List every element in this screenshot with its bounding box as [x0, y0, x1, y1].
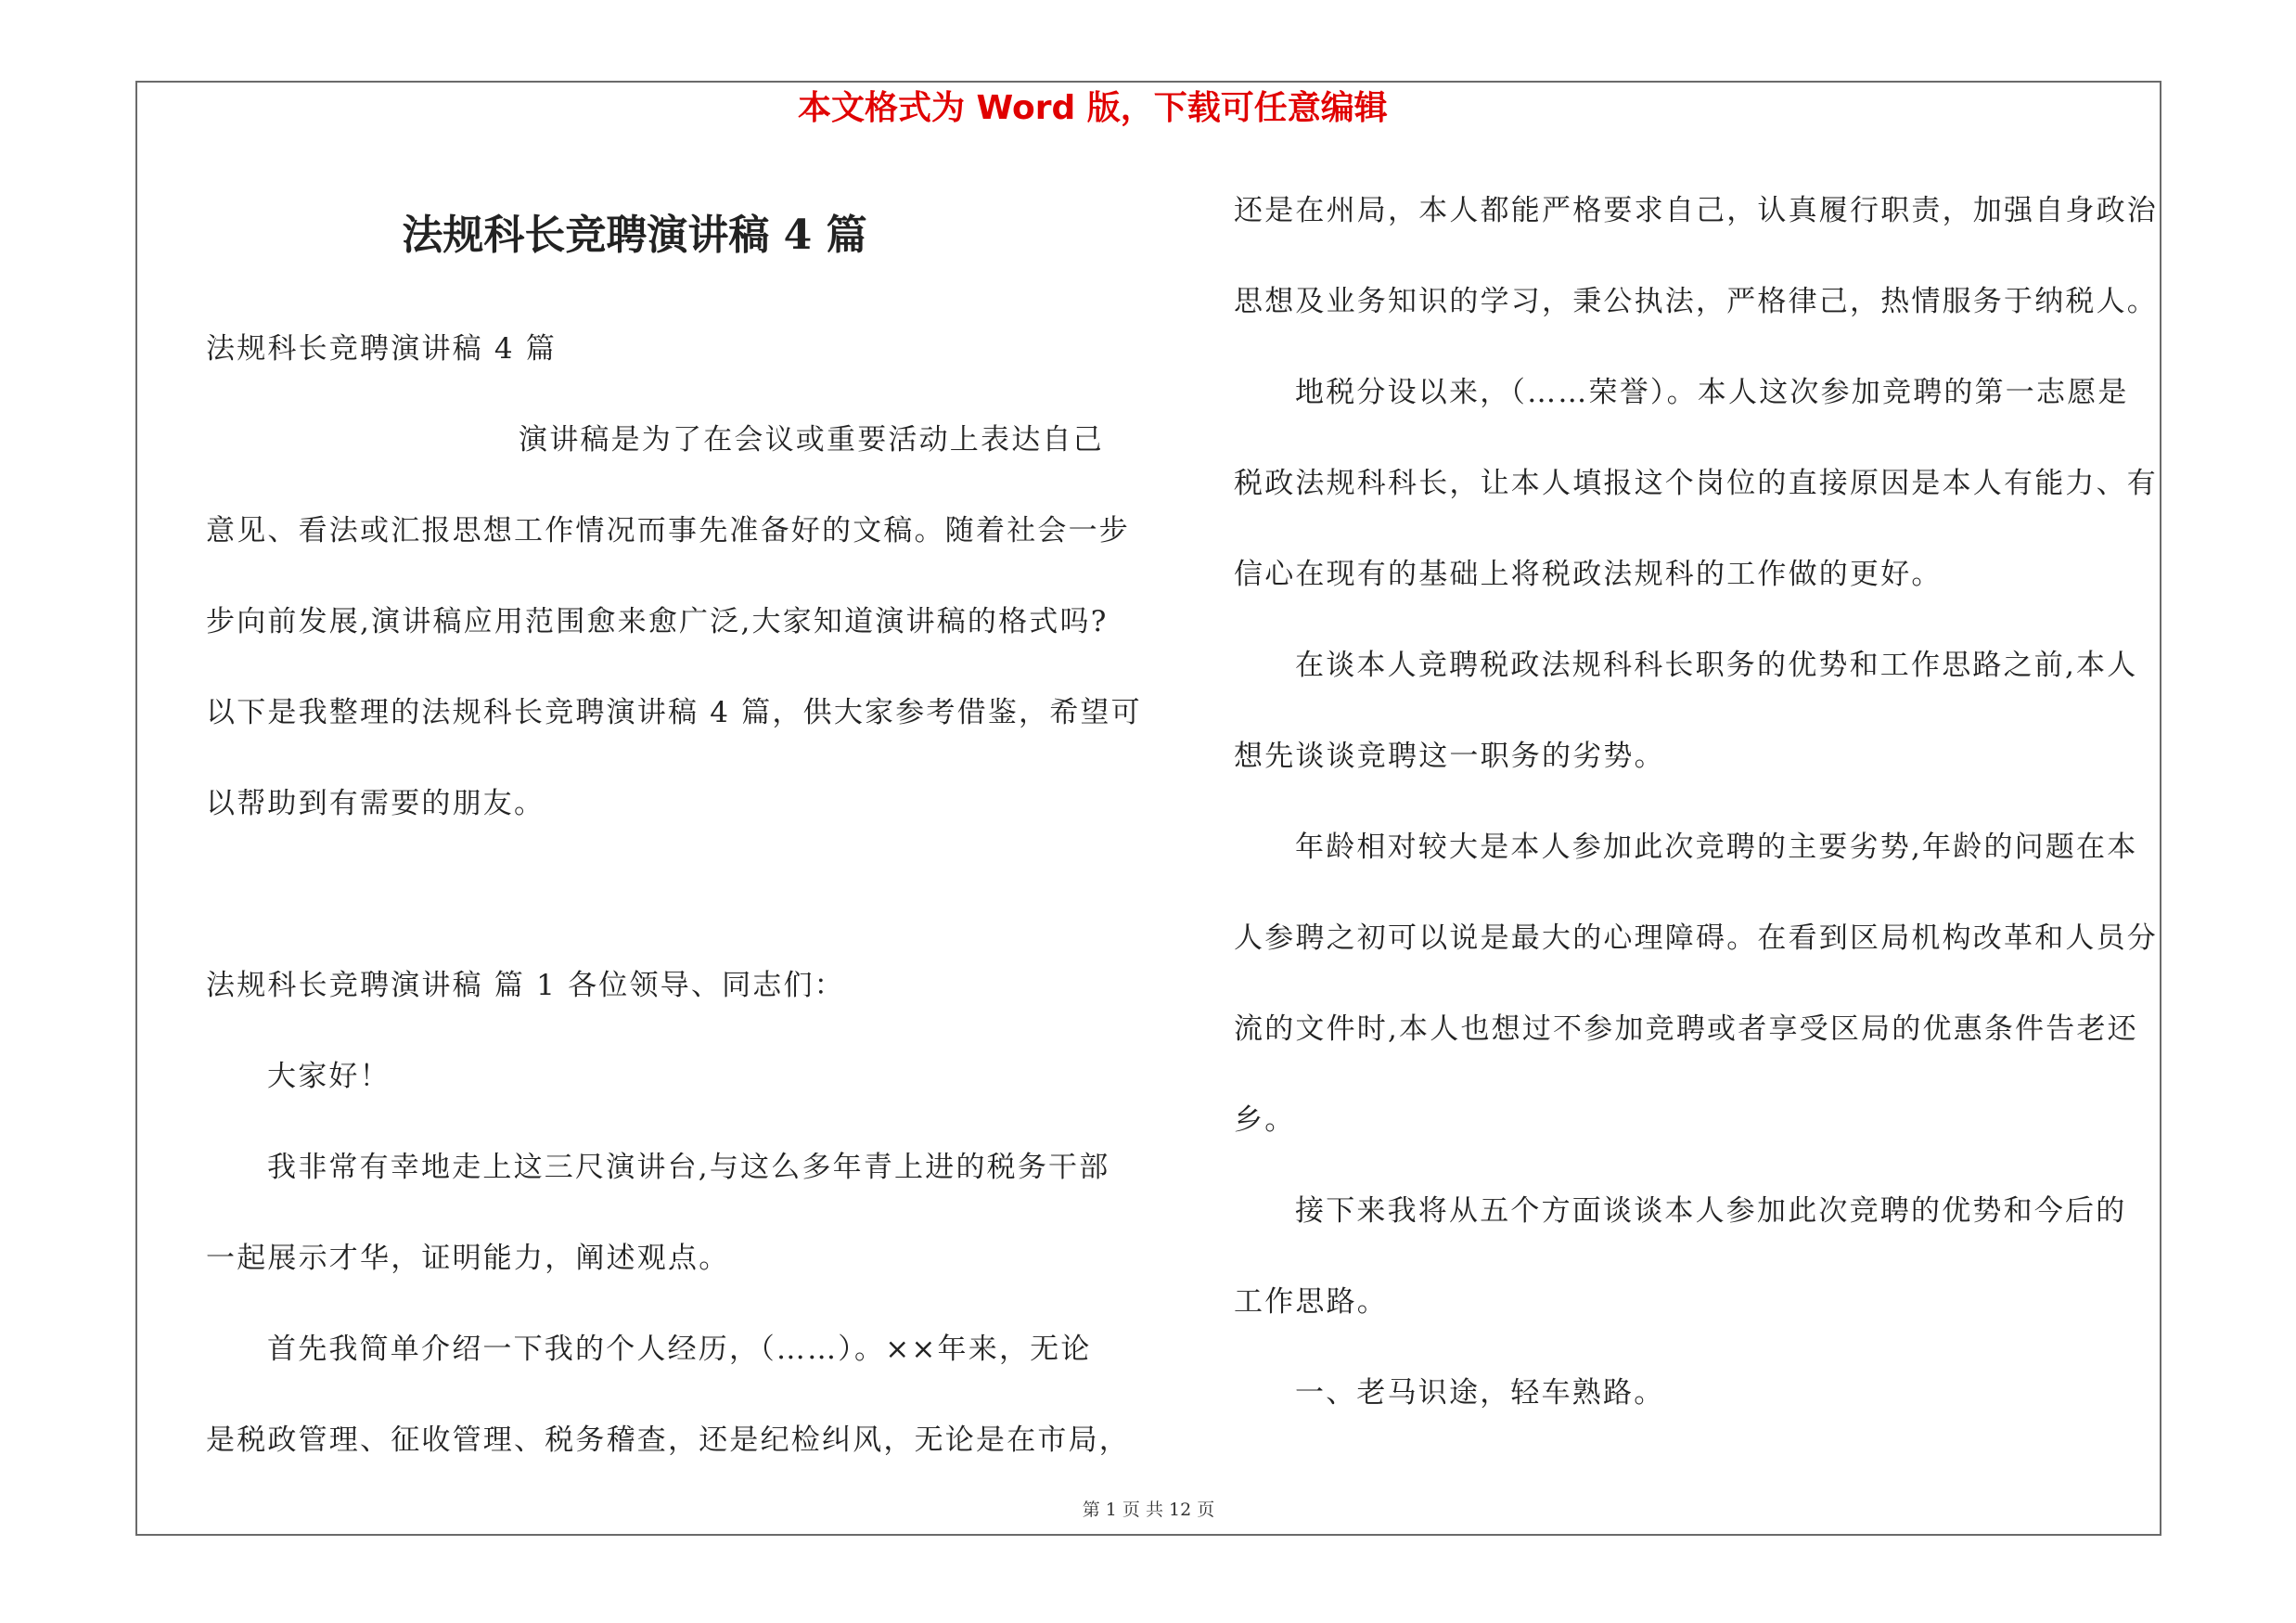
paragraph-line: 法规科长竞聘演讲稿 4 篇: [206, 332, 558, 366]
document-title: 法规科长竞聘演讲稿 4 篇: [402, 212, 867, 259]
paragraph-line: 意见、看法或汇报思想工作情况而事先准备好的文稿。随着社会一步: [206, 514, 1130, 547]
paragraph-line: 步向前发展,演讲稿应用范围愈来愈广泛,大家知道演讲稿的格式吗?: [206, 605, 1109, 638]
paragraph-line: 地税分设以来，（……荣誉）。本人这次参加竞聘的第一志愿是: [1295, 376, 2129, 409]
paragraph-line: 一起展示才华，证明能力，阐述观点。: [206, 1242, 730, 1275]
paragraph-line: 首先我简单介绍一下我的个人经历，（……）。××年来，无论: [267, 1333, 1092, 1366]
paragraph-line: 还是在州局，本人都能严格要求自己，认真履行职责，加强自身政治: [1234, 194, 2158, 227]
paragraph-line: 一、老马识途，轻车熟路。: [1295, 1376, 1665, 1410]
paragraph-line: 以下是我整理的法规科长竞聘演讲稿 4 篇，供大家参考借鉴，希望可: [206, 696, 1142, 729]
section-heading: 法规科长竞聘演讲稿 篇 1 各位领导、同志们：: [206, 969, 845, 1002]
paragraph-line: 信心在现有的基础上将税政法规科的工作做的更好。: [1234, 558, 1943, 591]
format-notice: 本文格式为 Word 版，下载可任意编辑: [798, 89, 1388, 127]
paragraph-line: 税政法规科科长，让本人填报这个岗位的直接原因是本人有能力、有: [1234, 467, 2158, 500]
paragraph-line: 是税政管理、征收管理、税务稽查，还是纪检纠风，无论是在市局，: [206, 1423, 1130, 1457]
left-column: [206, 303, 1142, 1486]
paragraph-line: 年龄相对较大是本人参加此次竞聘的主要劣势,年龄的问题在本: [1295, 831, 2138, 864]
right-column: [1234, 165, 2161, 1438]
paragraph-line: 思想及业务知识的学习，秉公执法，严格律己，热情服务于纳税人。: [1234, 285, 2158, 318]
blank-line: [206, 849, 1134, 940]
paragraph-line: 想先谈谈竞聘这一职务的劣势。: [1234, 740, 1665, 773]
page-number: 第 1 页 共 12 页: [1082, 1500, 1215, 1520]
paragraph-line: 工作思路。: [1234, 1285, 1388, 1319]
paragraph-line: 大家好！: [267, 1060, 391, 1093]
paragraph-line: 乡。: [1234, 1103, 1296, 1137]
paragraph-line: 演讲稿是为了在会议或重要活动上表达自己: [519, 423, 1104, 457]
paragraph-line: 流的文件时,本人也想过不参加竞聘或者享受区局的优惠条件告老还: [1234, 1012, 2138, 1046]
paragraph-line: 以帮助到有需要的朋友。: [206, 787, 545, 820]
paragraph-line: 接下来我将从五个方面谈谈本人参加此次竞聘的优势和今后的: [1295, 1194, 2127, 1228]
paragraph-line: 我非常有幸地走上这三尺演讲台,与这么多年青上进的税务干部: [267, 1151, 1110, 1184]
paragraph-line: 在谈本人竞聘税政法规科科长职务的优势和工作思路之前,本人: [1295, 649, 2138, 682]
paragraph-line: 人参聘之初可以说是最大的心理障碍。在看到区局机构改革和人员分: [1234, 921, 2158, 955]
